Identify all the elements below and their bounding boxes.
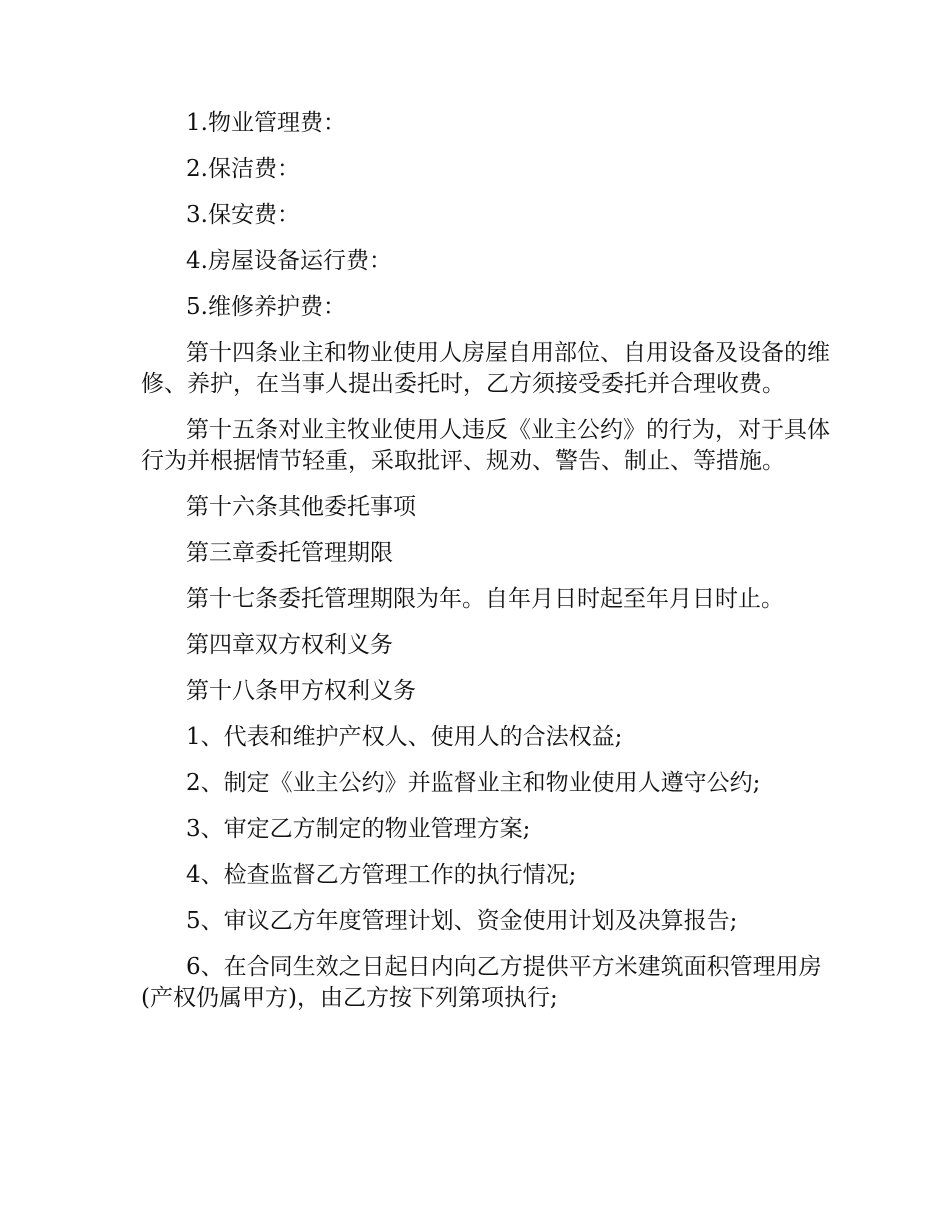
item-cleaning-fee: 2.保洁费：	[186, 156, 300, 182]
chapter-3-heading: 第三章委托管理期限	[186, 540, 393, 566]
item-equipment-operation-fee: 4.房屋设备运行费：	[186, 248, 392, 274]
party-a-duty-2: 2、制定《业主公约》并监督业主和物业使用人遵守公约;	[186, 770, 761, 796]
article-17: 第十七条委托管理期限为年。自年月日时起至年月日时止。	[186, 586, 784, 612]
chapter-4-heading: 第四章双方权利义务	[186, 632, 393, 658]
item-property-management-fee: 1.物业管理费：	[186, 110, 346, 136]
article-16: 第十六条其他委托事项	[186, 494, 416, 520]
document-body	[141, 108, 831, 1029]
party-a-duty-3: 3、审定乙方制定的物业管理方案;	[186, 816, 531, 842]
party-a-duty-5: 5、审议乙方年度管理计划、资金使用计划及决算报告;	[186, 908, 738, 934]
article-18: 第十八条甲方权利义务	[186, 678, 416, 704]
article-14: 第十四条业主和物业使用人房屋自用部位、自用设备及设备的维修、养护，在当事人提出委托时，乙方须接受委托并合理收费。	[141, 340, 830, 397]
item-maintenance-fee: 5.维修养护费：	[186, 294, 346, 320]
party-a-duty-4: 4、检查监督乙方管理工作的执行情况;	[186, 862, 577, 888]
article-15: 第十五条对业主牧业使用人违反《业主公约》的行为，对于具体行为并根据情节轻重，采取批评、规劝、警告、制止、等措施。	[141, 417, 830, 474]
party-a-duty-1: 1、代表和维护产权人、使用人的合法权益;	[186, 724, 623, 750]
item-security-fee: 3.保安费：	[186, 202, 300, 228]
party-a-duty-6: 6、在合同生效之日起日内向乙方提供平方米建筑面积管理用房(产权仍属甲方)，由乙方按下列第项执行;	[141, 954, 822, 1011]
